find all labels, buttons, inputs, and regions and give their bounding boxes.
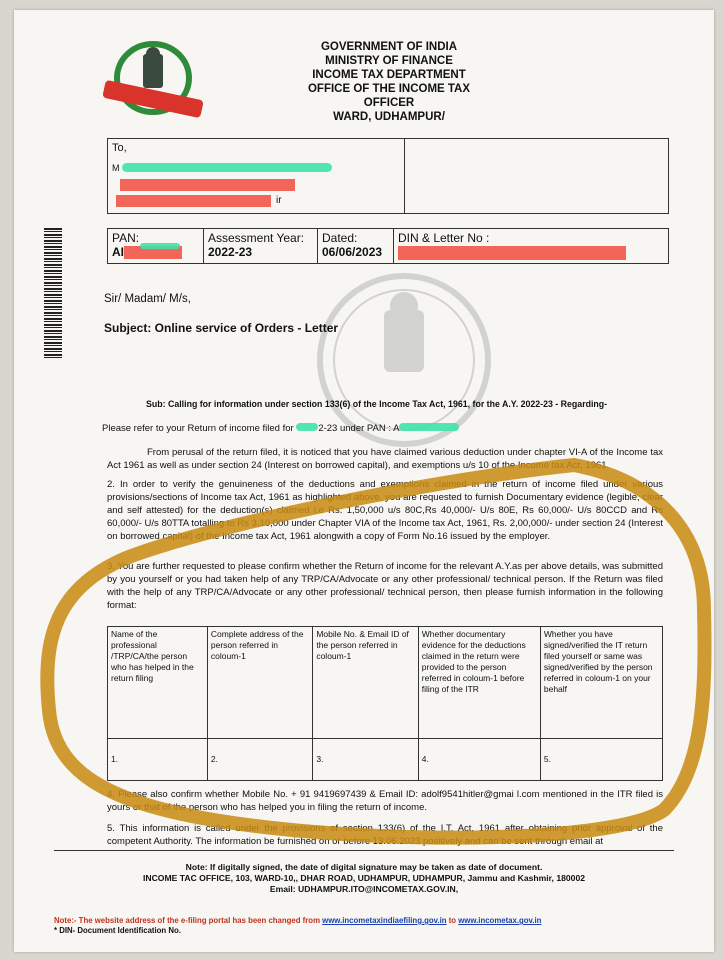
dated-label: Dated: xyxy=(322,231,358,245)
refer-text-a: Please refer to your Return of income filed for xyxy=(102,423,297,434)
footer-email: Email: UDHAMPUR.ITO@INCOMETAX.GOV.IN, xyxy=(269,884,459,894)
paragraph-number: 5. xyxy=(107,823,115,834)
table-header: Mobile No. & Email ID of the person referred in coloum-1 xyxy=(313,627,418,739)
subject-line: Subject: Online service of Orders - Letter xyxy=(104,321,339,335)
footer-address: INCOME TAC OFFICE, 103, WARD-10,, DHAR ROAD, UDHAMPUR, UDHAMPUR, Jammu and Kashmir, 180002 xyxy=(142,873,585,883)
new-portal-link[interactable]: www.incometax.gov.in xyxy=(458,916,542,925)
to-label: To, xyxy=(112,142,127,154)
address-line-1: M xyxy=(112,163,120,173)
website-note-to: to xyxy=(448,916,457,925)
table-header: Whether you have signed/verified the IT return filed yourself or same was signed/verified by the person referred in coloum-1 on your behalf xyxy=(540,627,662,739)
website-note-text: Note:- The website address of the e-filing portal has been changed from xyxy=(54,916,320,925)
salutation: Sir/ Madam/ M/s, xyxy=(104,293,191,305)
header-line: OFFICER xyxy=(363,97,415,109)
header-line: WARD, UDHAMPUR/ xyxy=(333,111,445,123)
table-header: Whether documentary evidence for the deductions claimed in the return were provided to the person referred in coloum-1 before filing of the ITR xyxy=(418,627,540,739)
marker-circle-annotation xyxy=(14,10,714,952)
letter-page xyxy=(14,10,714,952)
header-line: OFFICE OF THE INCOME TAX xyxy=(307,83,471,95)
paragraph-text: You are further requested to please confirm whether the Return of income for the relevant A.Y.as per above details, was submitted by you yourself or you had taken help of any TRP/CA/Advocate or any other professional/ technical person. If the Return was filed with the help of any TRP/CA/Advocate or any other professional/ technical person, then please furnish information in the following format: xyxy=(107,561,664,611)
pan-label: PAN: xyxy=(112,231,140,245)
refer-text-b: 2-23 under PAN : A xyxy=(318,423,400,434)
din-note: * DIN- Document Identification No. xyxy=(54,926,181,935)
din-label: DIN & Letter No : xyxy=(398,231,490,245)
table-cell: 4. xyxy=(418,739,540,781)
table-header: Complete address of the person referred in coloum-1 xyxy=(207,627,312,739)
assessment-year-label: Assessment Year: xyxy=(208,231,305,245)
paragraph-1: From perusal of the return filed, it is noticed that you have claimed various deduction under chapter VI-A of the Income tax Act 1961 as well as under section 24 (Interest on borrowed capital), and exemptions u/s 10 of the Income tax Act, 1961. xyxy=(107,447,663,471)
footer-note: Note: If digitally signed, the date of digital signature may be taken as date of document. xyxy=(185,862,543,872)
header-line: INCOME TAX DEPARTMENT xyxy=(312,69,466,81)
table-cell: 2. xyxy=(207,739,312,781)
paragraph-text: In order to verify the genuineness of the deductions and exemptions claimed in the return of income filed under various provisions/sections of Income tax Act, 1961 as highlighted above, you are requested to furnish Documentary evidence (legible, clear and self attested) for the deduction(s) claimed i.e Rs. 1,50,000 u/s 80C,Rs 40,000/- U/s 80E, Rs 60,000/- U/s 80CCD and Rs 60,000/- U/s 80TTA totalling to Rs 3,10,000 under Chapter VIA of the Income tax Act, 1961, Rs. 2,00,000/- under section 24 (Interest on borrowed capital) of the Income tax Act, 1961 alongwith a copy of Form No.16 issued by the employer. xyxy=(107,479,664,542)
header-line: GOVERNMENT OF INDIA xyxy=(320,41,458,53)
table-cell: 5. xyxy=(540,739,662,781)
dated-value: 06/06/2023 xyxy=(322,245,383,259)
paragraph-number: 4. xyxy=(107,789,115,800)
header-line: MINISTRY OF FINANCE xyxy=(325,55,453,67)
old-portal-link[interactable]: www.incometaxindiaefiling.gov.in xyxy=(322,916,447,925)
paragraph-text: Please also confirm whether Mobile No. + 91 9419697439 & Email ID: adolf9541hitler@gmai l.com mentioned in the ITR filed is yours or that of the person who has helped you in filing the return of income. xyxy=(107,789,664,813)
table-cell: 1. xyxy=(108,739,208,781)
assessment-year-value: 2022-23 xyxy=(208,245,253,259)
pan-value: AI xyxy=(112,245,124,259)
paragraph-number: 2. xyxy=(107,479,115,490)
table-header: Name of the professional /TRP/CA/the person who has helped in the return filing xyxy=(108,627,208,739)
address-line-2: ir xyxy=(276,195,282,206)
sub-line: Sub: Calling for information under section 133(6) of the Income Tax Act, 1961, for the A.Y. 2022-23 - Regarding- xyxy=(146,399,608,409)
table-cell: 3. xyxy=(313,739,418,781)
paragraph-number: 3. xyxy=(107,561,115,572)
paragraph-text: This information is called under the provisions of section 133(6) of the I.T. Act, 1961 after obtaining prior approval of the competent Authority. The information be furnished on or before 13.06.2023 positively and can be sent through email at xyxy=(107,823,663,847)
